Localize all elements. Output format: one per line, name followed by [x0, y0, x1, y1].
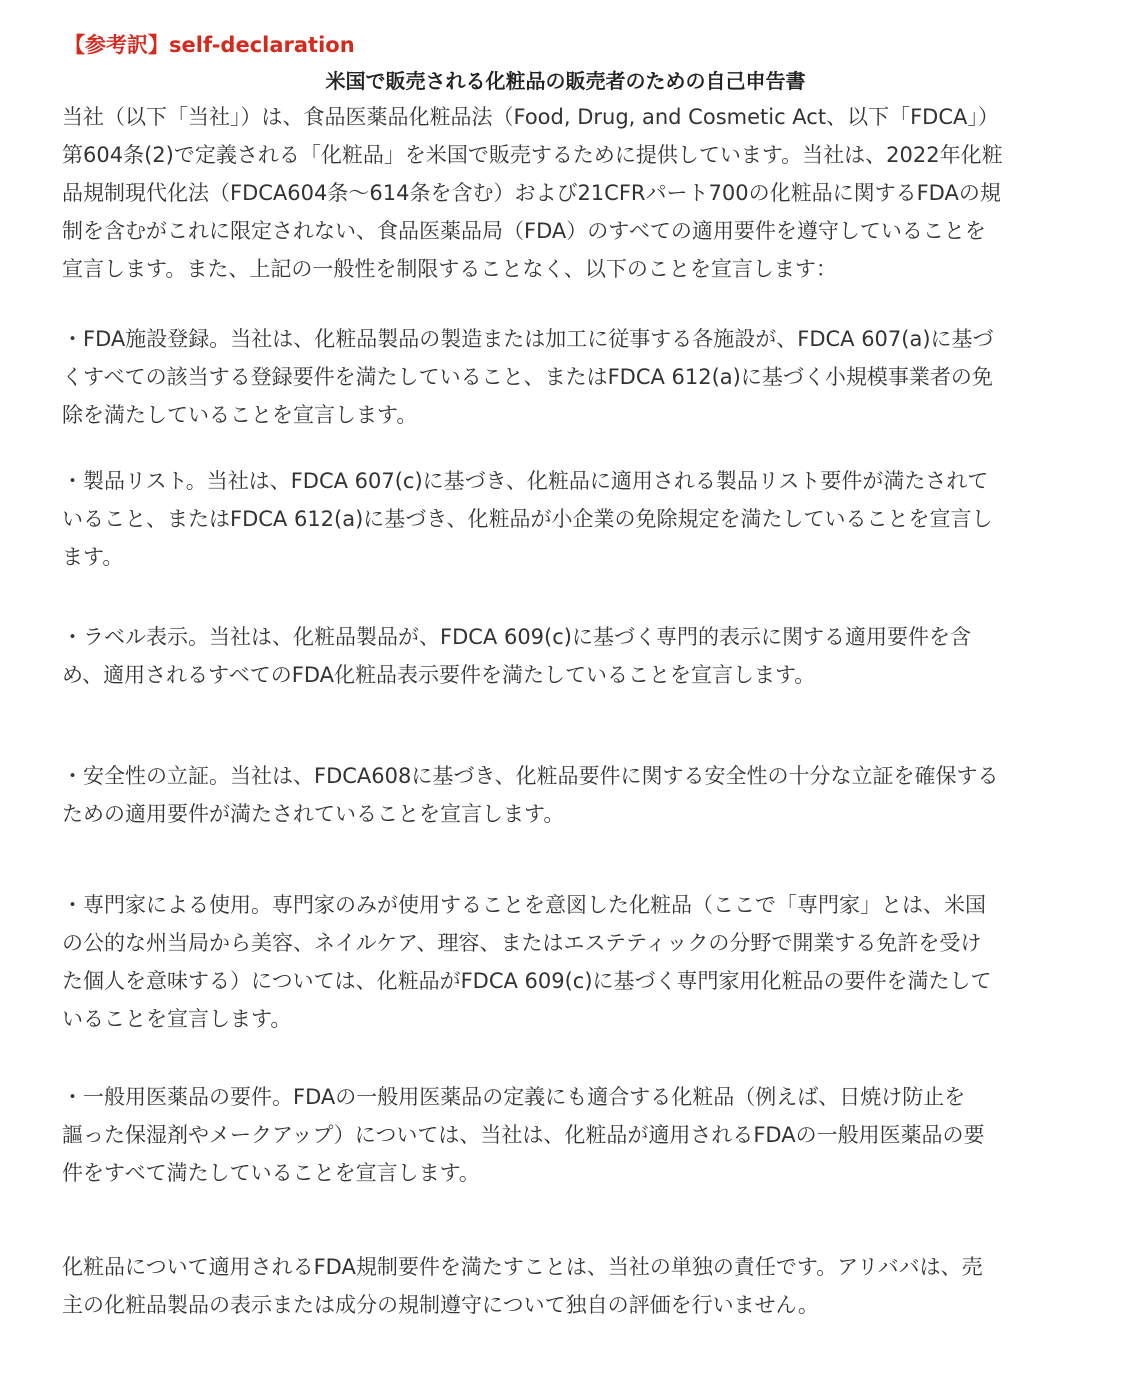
document-title: 米国で販売される化粧品の販売者のための自己申告書 — [325, 69, 806, 93]
intro-line: 第604条(2)で定義される「化粧品」を米国で販売するために提供しています。当社は、2022年化粧 — [62, 143, 1003, 167]
otc-drug-paragraph — [62, 1078, 1082, 1192]
reference-translation-label: 【参考訳】self-declaration — [64, 33, 355, 57]
product-listing-line: いること、またはFDCA 612(a)に基づき、化粧品が小企業の免除規定を満たしていることを宣言し — [62, 507, 993, 531]
facility-registration-paragraph — [62, 320, 1082, 434]
otc-drug-line: 件をすべて満たしていることを宣言します。 — [62, 1161, 480, 1185]
registration-line: ・FDA施設登録。当社は、化粧品製品の製造または加工に従事する各施設が、FDCA 607(a)に基づ — [62, 327, 994, 351]
intro-line: 品規制現代化法（FDCA604条〜614条を含む）および21CFRパート700の化粧品に関するFDAの規 — [62, 181, 1001, 205]
intro-line: 宣言します。また、上記の一般性を制限することなく、以下のことを宣言します： — [62, 257, 837, 281]
registration-line: くすべての該当する登録要件を満たしていること、またはFDCA 612(a)に基づく小規模事業者の免 — [62, 365, 993, 389]
labeling-paragraph — [62, 618, 1082, 694]
safety-line: ・安全性の立証。当社は、FDCA608に基づき、化粧品要件に関する安全性の十分な立証を確保する — [62, 764, 999, 788]
product-listing-line: ます。 — [62, 545, 124, 569]
closing-line: 主の化粧品製品の表示または成分の規制遵守について独自の評価を行いません。 — [62, 1293, 819, 1317]
intro-line: 制を含むがこれに限定されない、食品医薬品局（FDA）のすべての適用要件を遵守していることを — [62, 219, 986, 243]
product-listing-paragraph — [62, 462, 1082, 576]
product-listing-line: ・製品リスト。当社は、FDCA 607(c)に基づき、化粧品に適用される製品リスト要件が満たされて — [62, 469, 989, 493]
safety-line: ための適用要件が満たされていることを宣言します。 — [62, 802, 565, 826]
safety-substantiation-paragraph — [62, 757, 1082, 833]
intro-line: 当社（以下「当社」）は、食品医薬品化粧品法（Food, Drug, and Cosmetic Act、以下「FDCA」） — [62, 105, 999, 129]
professional-use-line: た個人を意味する）については、化粧品がFDCA 609(c)に基づく専門家用化粧品の要件を満たして — [62, 969, 992, 993]
professional-use-line: の公的な州当局から美容、ネイルケア、理容、またはエステティックの分野で開業する免許を受け — [62, 931, 982, 955]
closing-paragraph — [62, 1248, 1082, 1324]
otc-drug-line: 謳った保湿剤やメークアップ）については、当社は、化粧品が適用されるFDAの一般用医薬品の要 — [62, 1123, 985, 1147]
intro-paragraph — [62, 98, 1082, 288]
otc-drug-line: ・一般用医薬品の要件。FDAの一般用医薬品の定義にも適合する化粧品（例えば、日焼け防止を — [62, 1085, 966, 1109]
registration-line: 除を満たしていることを宣言します。 — [62, 403, 418, 427]
closing-line: 化粧品について適用されるFDA規制要件を満たすことは、当社の単独の責任です。アリババは、売 — [62, 1255, 983, 1279]
labeling-line: ・ラベル表示。当社は、化粧品製品が、FDCA 609(c)に基づく専門的表示に関する適用要件を含 — [62, 625, 971, 649]
professional-use-line: ・専門家による使用。専門家のみが使用することを意図した化粧品（ここで「専門家」とは、米国 — [62, 893, 986, 917]
labeling-line: め、適用されるすべてのFDA化粧品表示要件を満たしていることを宣言します。 — [62, 663, 816, 687]
professional-use-line: いることを宣言します。 — [62, 1007, 292, 1031]
professional-use-paragraph — [62, 886, 1082, 1038]
